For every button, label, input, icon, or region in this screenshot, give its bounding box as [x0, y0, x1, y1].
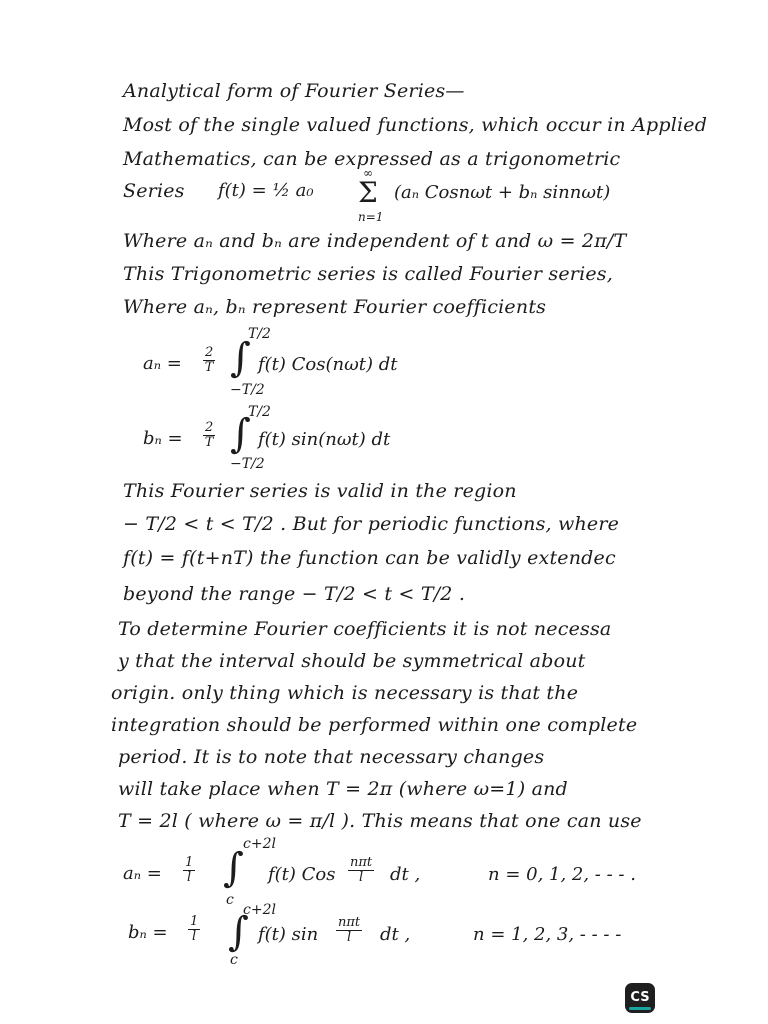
text-line: − T/2 < t < T/2 . But for periodic functions, where — [123, 513, 620, 535]
bn-frac-den: T — [204, 435, 214, 450]
text-line: Series — [123, 180, 185, 202]
an2-tail: dt , — [390, 864, 421, 885]
text-line: period. It is to note that necessary changes — [118, 746, 545, 768]
sigma-symbol: Σ — [358, 176, 378, 209]
series-rhs: (aₙ Cosnωt + bₙ sinnωt) — [394, 182, 611, 203]
an2-lhs: aₙ = — [123, 863, 162, 884]
bn2-frac-num: 1 — [190, 914, 199, 929]
bn2-upper-limit: c+2l — [243, 902, 276, 918]
text-line: origin. only thing which is necessary is that the — [111, 682, 579, 704]
text-line: will take place when T = 2π (where ω=1) and — [118, 778, 568, 800]
camscanner-logo: CS — [625, 983, 655, 1013]
bn-integrand: f(t) sin(nωt) dt — [258, 429, 391, 450]
scanned-page — [18, 18, 758, 968]
an-upper-limit: T/2 — [248, 326, 271, 342]
an2-arg-fraction — [348, 856, 374, 885]
bn2-fraction — [188, 915, 200, 944]
text-line: This Trigonometric series is called Fourier series, — [123, 263, 613, 285]
text-line: This Fourier series is valid in the region — [123, 480, 517, 502]
bn2-arg-num: nπt — [338, 915, 361, 930]
bn2-range: n = 1, 2, 3, - - - - — [473, 924, 622, 945]
section-heading: Analytical form of Fourier Series— — [123, 80, 465, 102]
bn2-frac-den: l — [192, 929, 197, 944]
text-line: Most of the single valued functions, which occur in Applied — [123, 114, 708, 136]
text-line: f(t) = f(t+nT) the function can be validly extendec — [123, 547, 616, 569]
text-line: Where aₙ, bₙ represent Fourier coefficients — [123, 296, 547, 318]
bn2-arg-fraction — [336, 916, 362, 945]
an2-integrand: f(t) Cos — [268, 864, 336, 885]
an2-fraction — [183, 856, 195, 885]
series-lhs: f(t) = ½ a₀ — [218, 180, 314, 201]
an-frac-den: T — [204, 360, 214, 375]
an2-arg-den: l — [358, 870, 364, 885]
an2-frac-num: 1 — [185, 855, 194, 870]
integral-sign: ∫ — [228, 909, 249, 955]
bn-lhs: bₙ = — [143, 428, 183, 449]
an2-frac-den: l — [187, 870, 192, 885]
an2-arg-num: nπt — [350, 855, 373, 870]
an-lhs: aₙ = — [143, 353, 182, 374]
an-fraction — [203, 346, 215, 375]
bn2-integrand: f(t) sin — [258, 924, 319, 945]
an2-lower-limit: c — [226, 892, 234, 908]
bn2-tail: dt , — [380, 924, 411, 945]
integral-sign: ∫ — [230, 411, 251, 457]
sum-upper-limit: ∞ — [363, 166, 373, 180]
bn-frac-num: 2 — [205, 420, 214, 435]
an-lower-limit: −T/2 — [230, 382, 265, 398]
bn2-lhs: bₙ = — [128, 922, 168, 943]
an-frac-num: 2 — [205, 345, 214, 360]
text-line: beyond the range − T/2 < t < T/2 . — [123, 583, 466, 605]
text-line: y that the interval should be symmetrical about — [118, 650, 586, 672]
bn2-arg-den: l — [346, 930, 352, 945]
text-line: integration should be performed within one complete — [111, 714, 638, 736]
text-line: To determine Fourier coefficients it is not necessa — [118, 618, 612, 640]
an2-upper-limit: c+2l — [243, 836, 276, 852]
text-line: Where aₙ and bₙ are independent of t and ω = 2π/T — [123, 230, 627, 252]
bn2-lower-limit: c — [230, 952, 238, 968]
text-line: Mathematics, can be expressed as a trigonometric — [123, 148, 621, 170]
integral-sign: ∫ — [230, 335, 251, 381]
bn-fraction — [203, 421, 215, 450]
integral-sign: ∫ — [223, 845, 244, 891]
bn-upper-limit: T/2 — [248, 404, 271, 420]
an-integrand: f(t) Cos(nωt) dt — [258, 354, 398, 375]
text-line: T = 2l ( where ω = π/l ). This means that one can use — [118, 810, 642, 832]
sum-lower-limit: n=1 — [358, 210, 384, 224]
bn-lower-limit: −T/2 — [230, 456, 265, 472]
an2-range: n = 0, 1, 2, - - - . — [488, 864, 636, 885]
